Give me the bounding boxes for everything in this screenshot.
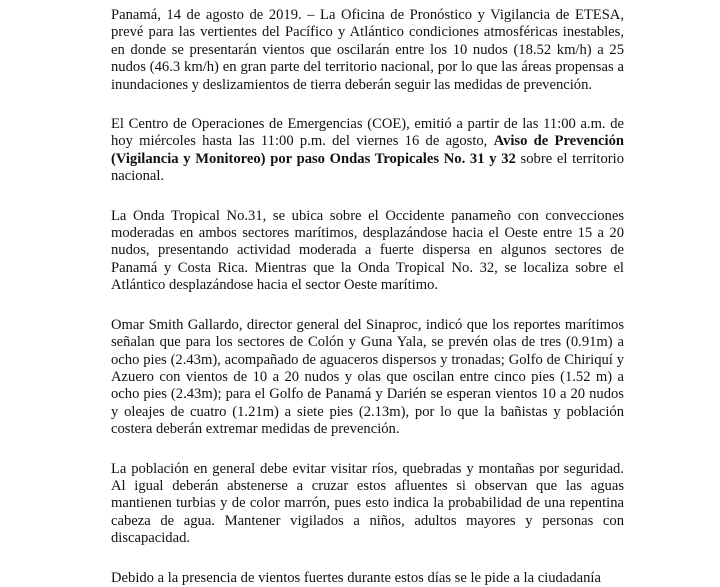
paragraph-text: La Onda Tropical No.31, se ubica sobre el Occidente panameño con convecciones moderadas en ambos sectores marítimos, desplazándose hacia el Oeste entre 15 a 20 nudos, presentando actividad moderada a fuerte dispersa en algunos sectores de Panamá y Costa Rica. Mientras que la Onda Tropical No. 32, se localiza sobre el Atlántico desplazándose hacia el sector Oeste marítimo.: [111, 207, 624, 294]
paragraph-population-advice: [111, 461, 624, 548]
paragraph-text: Debido a la presencia de vientos fuertes durante estos días se le pide a la ciudadanía: [111, 569, 601, 586]
paragraph-maritime-reports: [111, 317, 624, 439]
paragraph-wind-advisory: [111, 570, 624, 587]
alert-title-bold: Aviso de Prevención (Vigilancia y Monitoreo) por paso Ondas Tropicales No. 31 y 32: [111, 133, 624, 167]
paragraph-text: sobre el territorio nacional.: [111, 150, 624, 185]
paragraph-forecast: [111, 7, 624, 94]
paragraph-text: Panamá, 14 de agosto de 2019. – La Oficina de Pronóstico y Vigilancia de ETESA, prevé para las vertientes del Pacífico y Atlántico condiciones atmosféricas inestables, en donde se presentarán vientos que oscilarán entre los 10 nudos (18.52 km/h) a 25 nudos (46.3 km/h) en gran parte del territorio nacional, por lo que las áreas propensas a inundaciones y deslizamientos de tierra deberán seguir las medidas de prevención.: [111, 7, 624, 93]
paragraph-tropical-waves: [111, 208, 624, 295]
paragraph-text: Omar Smith Gallardo, director general del Sinaproc, indicó que los reportes marítimos señalan que para los sectores de Colón y Guna Yala, se prevén olas de tres (0.91m) a ocho pies (2.43m), acompañado de aguaceros dispersos y tronadas; Golfo de Chiriquí y Azuero con vientos de 10 a 20 nudos y olas que oscilan entre cinco pies (1.52 m) a ocho pies (2.43m); para el Golfo de Panamá y Darién se esperan vientos 10 a 20 nudos y oleajes de cuatro (1.21m) a siete pies (2.13m), por lo que la bañistas y población costera deberán extremar medidas de prevención.: [111, 316, 624, 438]
paragraph-text: La población en general debe evitar visitar ríos, quebradas y montañas por seguridad. Al igual deberán abstenerse a cruzar estos afluentes si observan que las aguas mantienen turbias y de color marrón, pues esto indica la probabilidad de una repentina cabeza de agua. Mantener vigilados a niños, adultos mayores y personas con discapacidad.: [111, 460, 624, 547]
paragraph-coe-alert: [111, 116, 624, 186]
paragraph-text: El Centro de Operaciones de Emergencias (COE), emitió a partir de las 11:00 a.m. de hoy miércoles hasta las 11:00 p.m. del viernes 16 de agosto,: [111, 116, 624, 150]
